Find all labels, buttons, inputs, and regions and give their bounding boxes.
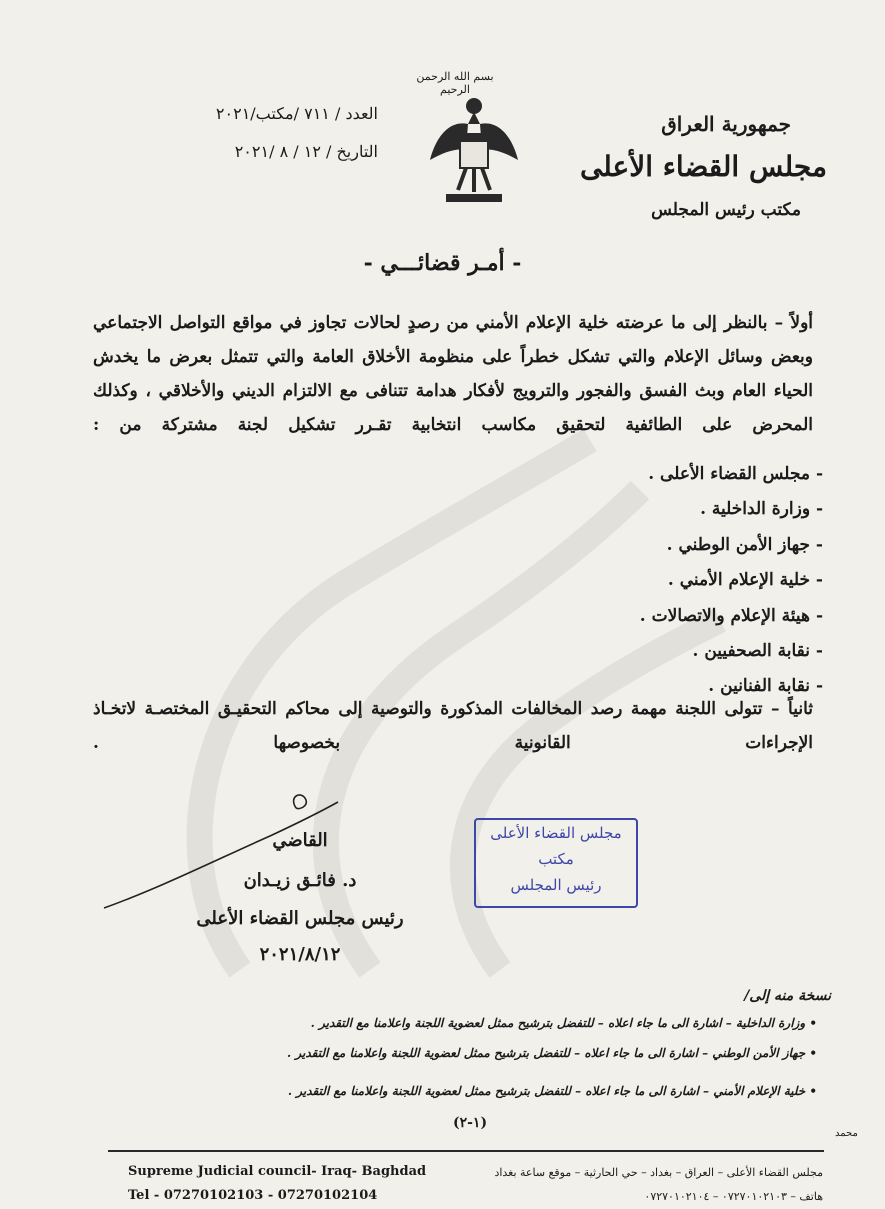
footer-arabic-phone: هاتف – ٠٧٢٧٠١٠٢١٠٣ – ٠٧٢٧٠١٠٢١٠٤ — [644, 1190, 823, 1203]
stamp-line: مكتب — [538, 850, 574, 868]
footer-divider — [108, 1150, 824, 1152]
list-item: • جهاز الأمن الوطني – اشارة الى ما جاء اعلاه – للتفضل بترشيح ممثل لعضوية اللجنة واعلامنا مع التقدير . — [287, 1046, 817, 1060]
judge-title: القاضي — [272, 830, 328, 851]
footer-english-phone: Tel - 07270102103 - 07270102104 — [128, 1188, 378, 1203]
list-item: - مجلس القضاء الأعلى . — [648, 464, 823, 484]
list-item: • خلية الإعلام الأمني – اشارة الى ما جاء اعلاه – للتفضل بترشيح ممثل لعضوية اللجنة واعلامنا مع التقدير . — [287, 1084, 817, 1098]
first-paragraph: أولاً – بالنظر إلى ما عرضته خلية الإعلام الأمني من رصدٍ لحالات تجاوز في مواقع التواصل الاجتماعي وبعض وسائل الإعلام والتي تشكل خطراً على منظومة الأخلاق العامة والتي تتمثل بعرض ما يخدش الحياء العام وبث الفسق والفجور والترويج لأفكار هدامة تتنافى مع الالتزام الديني والأخلاقي ، وكذلك المحرض على الطائفية لتحقيق مكاسب انتخابية تقـرر تشكيل لجنة مشتركة من : — [93, 313, 813, 435]
copy-to-label: نسخة منه إلى/ — [744, 988, 831, 1004]
list-item: • وزارة الداخلية – اشارة الى ما جاء اعلاه – للتفضل بترشيح ممثل لعضوية اللجنة واعلامنا مع التقدير . — [310, 1016, 817, 1030]
reference-number: العدد / ٧١١ /مكتب/٢٠٢١ — [215, 104, 378, 123]
basmala: بسم الله الرحمن الرحيم — [416, 70, 494, 96]
country-name: جمهورية العراق — [661, 112, 791, 136]
list-item: - نقابة الفنانين . — [708, 676, 823, 697]
typist-initials: محمد — [835, 1128, 858, 1139]
order-title: - أمـر قضائـــي - — [363, 250, 522, 276]
second-paragraph: ثانياً – تتولى اللجنة مهمة رصد المخالفات المذكورة والتوصية إلى محاكم التحقيـق المختصـة لاتخـاذ الإجراءات القانونية بخصوصها . — [93, 699, 813, 753]
footer-arabic-address: مجلس القضاء الأعلى – العراق – بغداد – حي الحارثية – موقع ساعة بغداد — [494, 1166, 823, 1179]
reference-date: التاريخ / ١٢ / ٨ /٢٠٢١ — [234, 142, 378, 161]
list-item: - وزارة الداخلية . — [700, 499, 823, 520]
handwritten-signature — [100, 788, 360, 918]
list-item: - نقابة الصحفيين . — [692, 640, 823, 661]
list-item: - هيئة الإعلام والاتصالات . — [639, 605, 823, 626]
footer-english-address: Supreme Judicial council- Iraq- Baghdad — [128, 1164, 427, 1179]
list-item: - خلية الإعلام الأمني . — [667, 570, 823, 591]
copy-to-list — [97, 1012, 817, 1110]
eagle-emblem-icon — [428, 90, 520, 210]
stamp-line: رئيس المجلس — [510, 876, 602, 894]
page-number: (١-٢) — [452, 1115, 488, 1131]
stamp-line: مجلس القضاء الأعلى — [490, 824, 622, 842]
judge-position: رئيس مجلس القضاء الأعلى — [196, 908, 404, 929]
list-item: - جهاز الأمن الوطني . — [666, 534, 823, 555]
committee-members-list — [523, 457, 823, 705]
council-name: مجلس القضاء الأعلى — [579, 150, 827, 183]
signature-date: ٢٠٢١/٨/١٢ — [259, 944, 341, 965]
office-name: مكتب رئيس المجلس — [651, 200, 801, 220]
judge-name: د. فائـق زيـدان — [243, 870, 357, 891]
office-stamp — [474, 818, 638, 908]
